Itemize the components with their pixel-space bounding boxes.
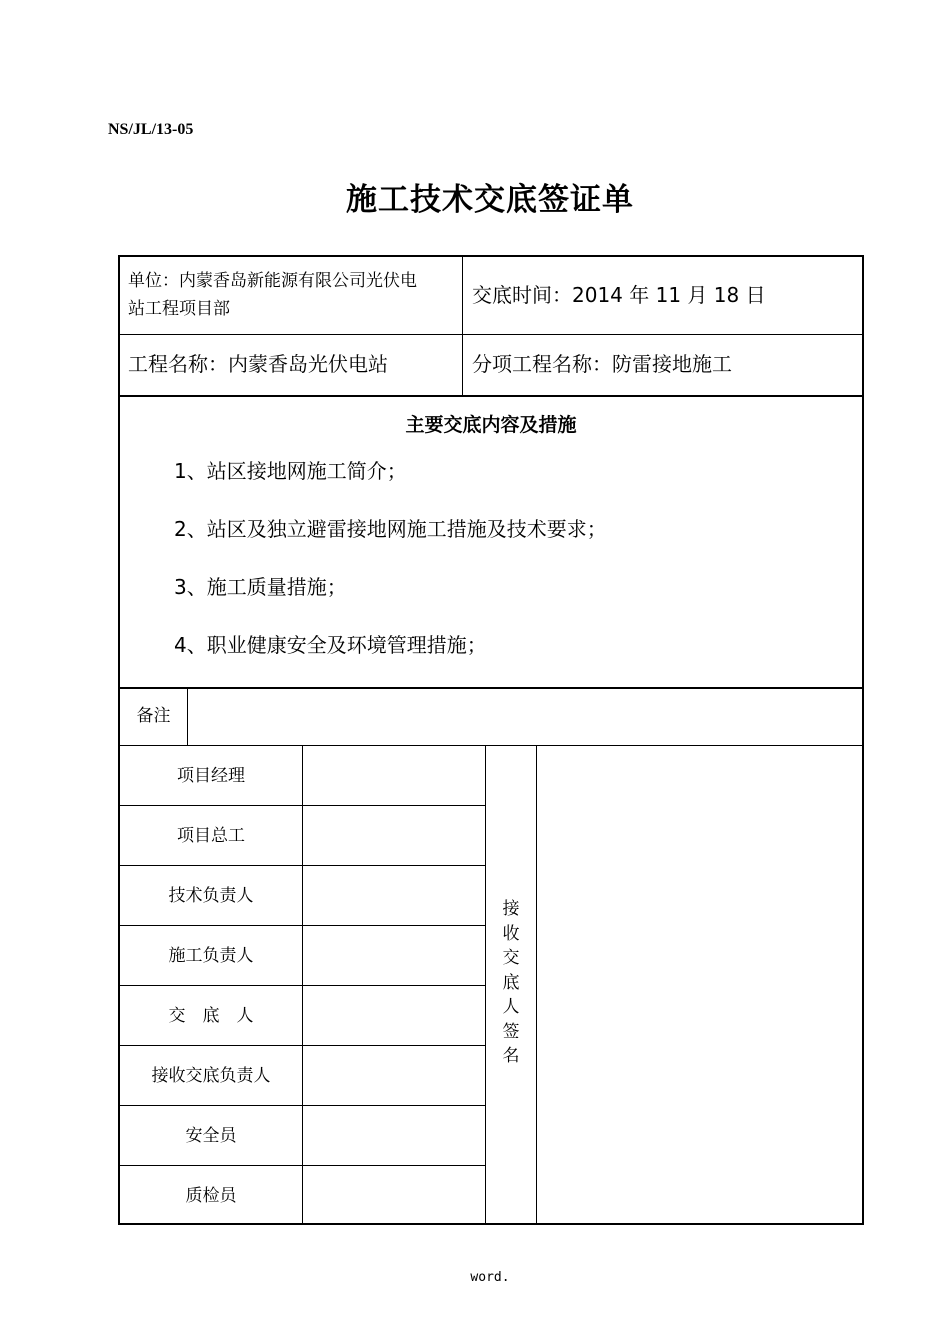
receiver-signature-label xyxy=(486,897,536,1069)
role-label: 安全员 xyxy=(185,1126,237,1146)
receiver-label-char: 底 xyxy=(502,972,520,993)
content-heading: 主要交底内容及措施 xyxy=(405,414,577,436)
date-value: 2014 年 11 月 18 日 xyxy=(572,283,766,307)
column-divider xyxy=(536,746,537,1225)
document-code: NS/JL/13-05 xyxy=(108,121,194,138)
receiver-label-char: 收 xyxy=(502,923,520,944)
document-title: 施工技术交底签证单 xyxy=(346,182,634,218)
row-divider xyxy=(120,395,862,397)
content-item: 2、站区及独立避雷接地网施工措施及技术要求； xyxy=(174,517,607,541)
content-item: 4、职业健康安全及环境管理措施； xyxy=(174,633,487,657)
receiver-label-char: 接 xyxy=(502,899,520,919)
receiver-label-char: 签 xyxy=(502,1021,520,1042)
unit-cell xyxy=(128,267,417,323)
receiver-label-char: 交 xyxy=(502,948,520,968)
date-label: 交底时间： xyxy=(472,283,572,307)
role-label: 技术负责人 xyxy=(168,886,254,906)
column-divider xyxy=(462,257,463,396)
row-divider xyxy=(120,687,862,689)
row-divider xyxy=(120,334,862,335)
role-label: 施工负责人 xyxy=(168,946,254,966)
role-label: 交 底 人 xyxy=(168,1006,254,1026)
content-item: 3、施工质量措施； xyxy=(174,575,347,599)
page-footer: word. xyxy=(470,1270,510,1285)
date-cell xyxy=(472,281,766,311)
role-label: 质检员 xyxy=(185,1186,237,1206)
receiver-label-char: 人 xyxy=(502,997,520,1017)
sign-off-form xyxy=(118,255,864,1225)
role-label: 项目总工 xyxy=(177,826,245,846)
project-name: 工程名称：内蒙香岛光伏电站 xyxy=(128,352,388,376)
subproject-name: 分项工程名称：防雷接地施工 xyxy=(472,352,732,376)
unit-label-continued: 站工程项目部 xyxy=(128,299,230,319)
receiver-label-char: 名 xyxy=(502,1046,520,1066)
column-divider xyxy=(187,688,188,746)
unit-label: 单位：内蒙香岛新能源有限公司光伏电 xyxy=(128,271,417,291)
role-label: 接收交底负责人 xyxy=(151,1066,271,1086)
content-item: 1、站区接地网施工简介； xyxy=(174,459,407,483)
remark-label: 备注 xyxy=(136,706,171,726)
role-label: 项目经理 xyxy=(177,766,245,786)
